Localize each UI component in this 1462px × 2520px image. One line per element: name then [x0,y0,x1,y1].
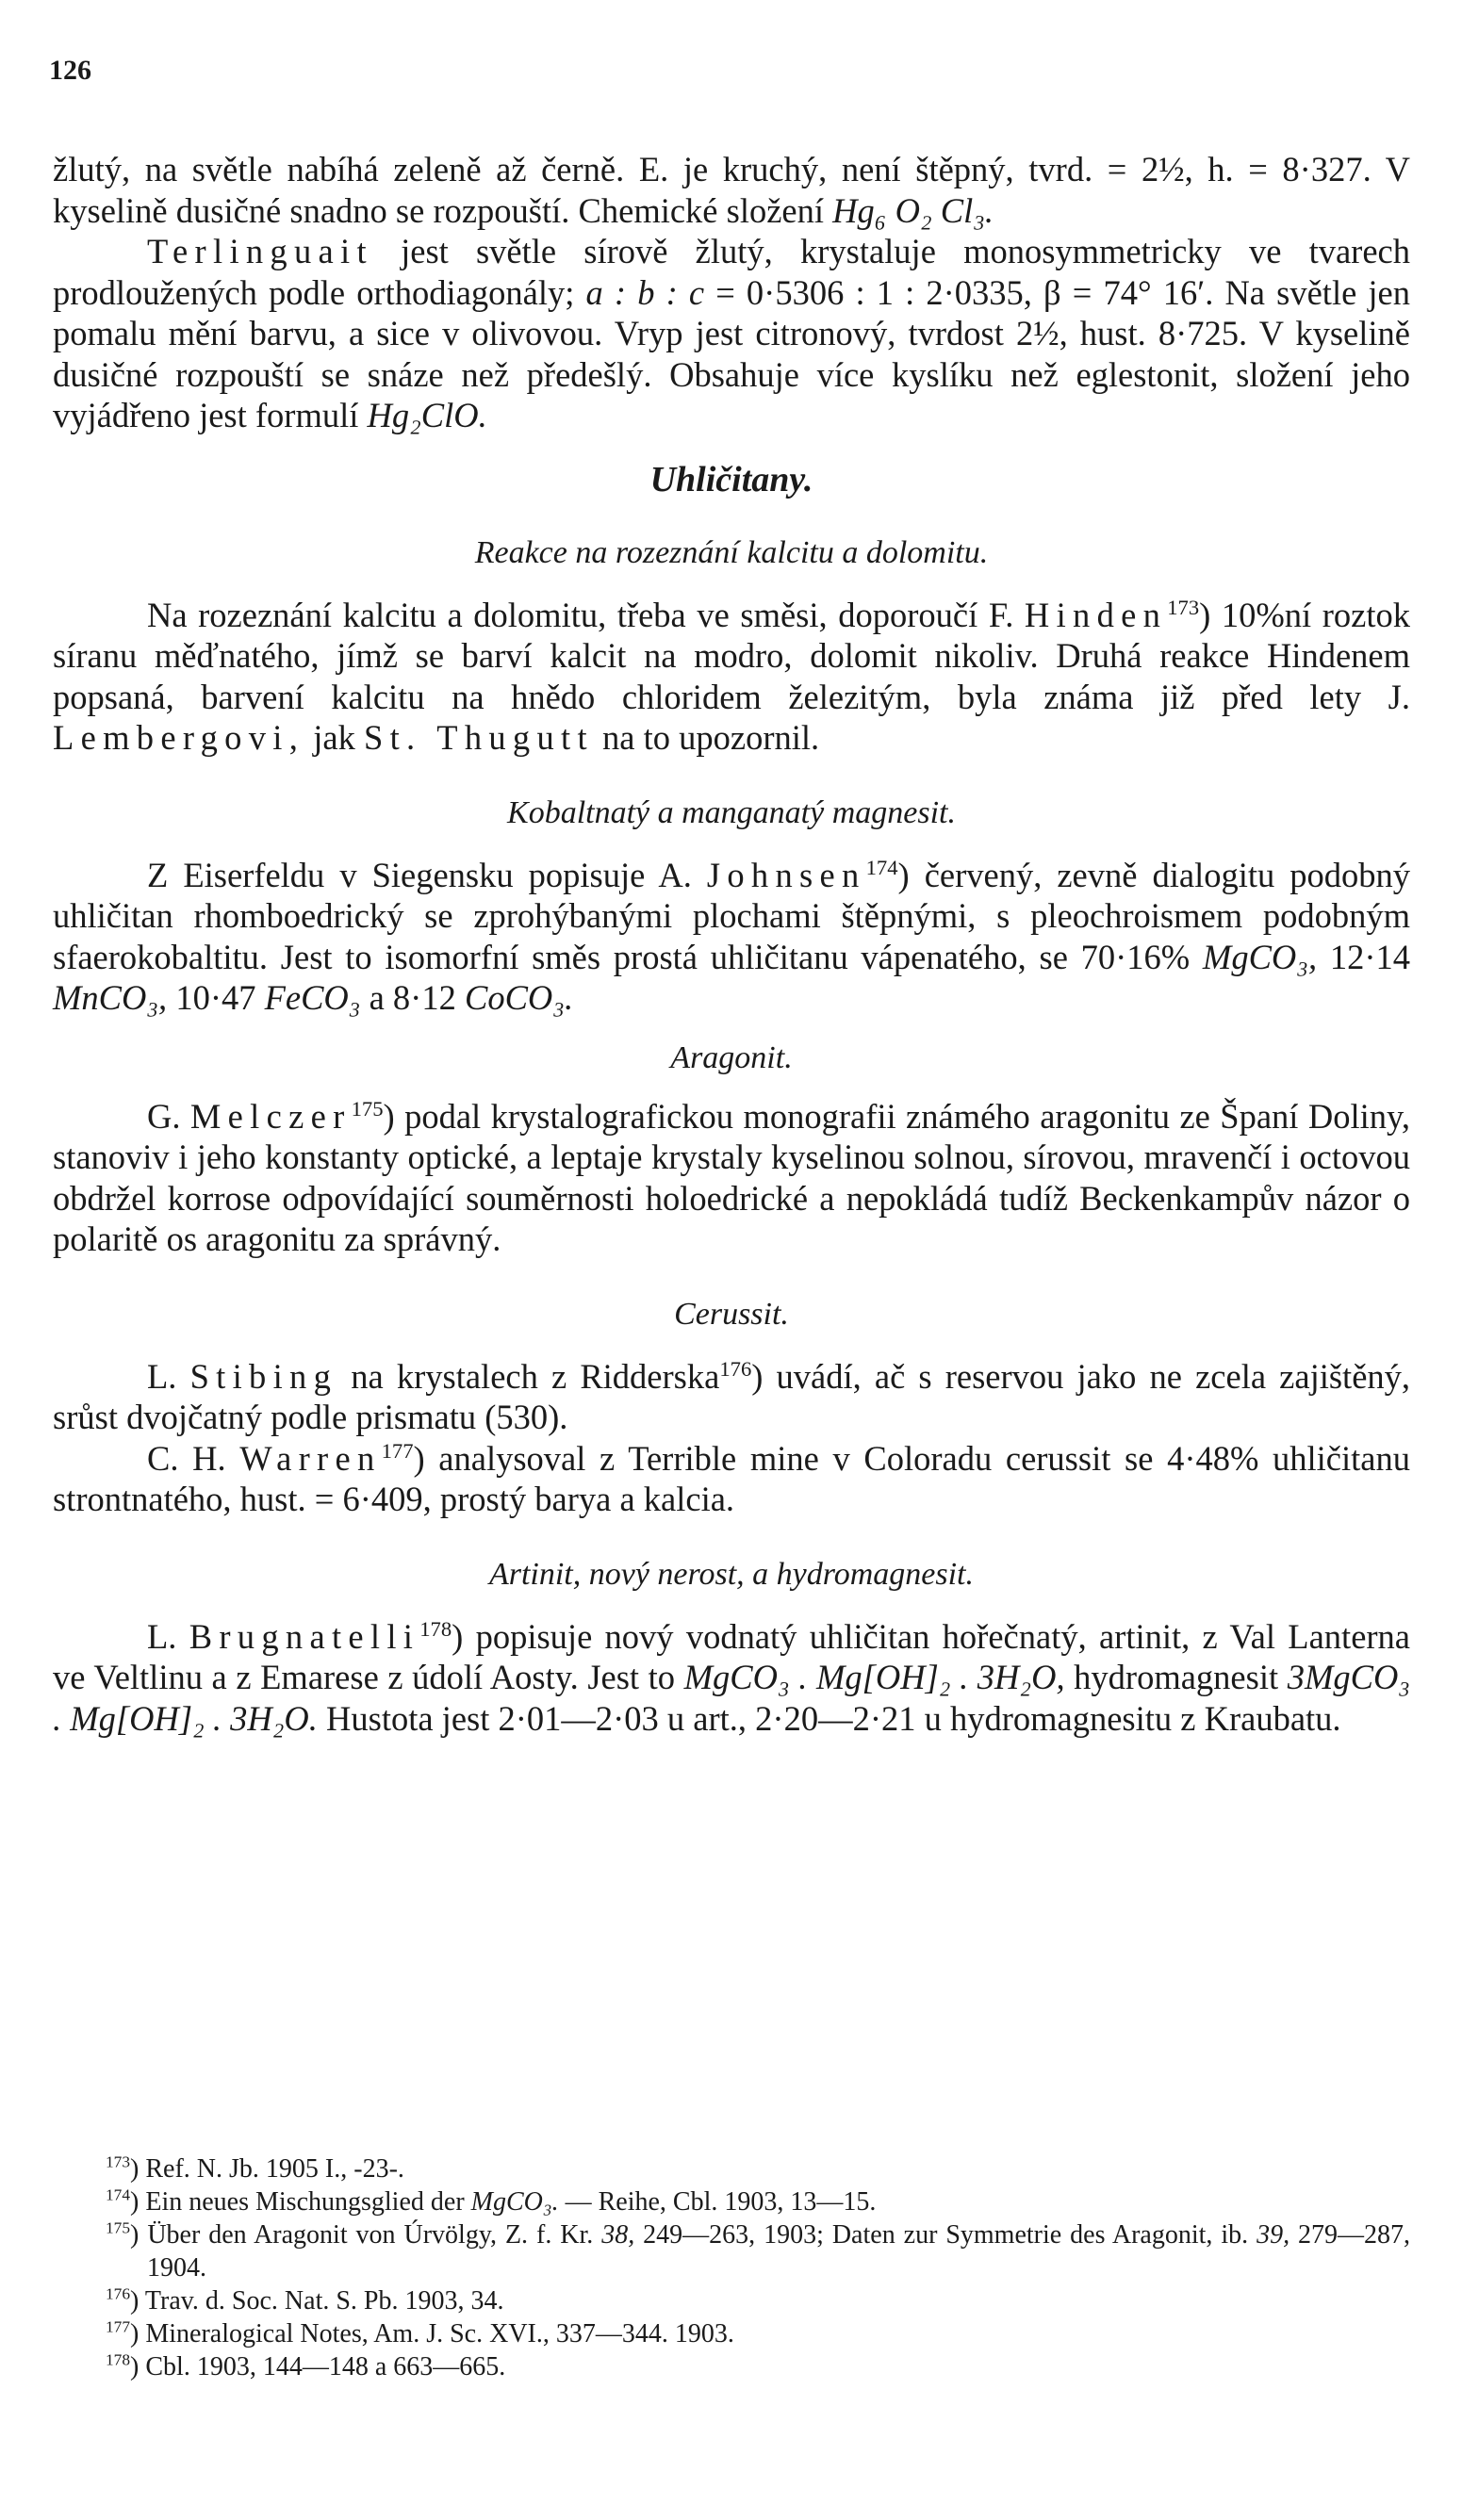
footnote-ref-178: 178 [419,1616,452,1641]
paragraph-brugnatelli: L. Brugnatelli$^{178}$) popisuje nový vodnatý uhličitan hořečnatý, artinit, z Val Lanterna ve Veltlinu a z Emarese z údolí Aosty. Jest to MgCO₃ . Mg[OH]₂ . 3H₂O, hydromagnesit 3MgCO₃ . Mg[OH]₂ . 3H₂O. Hustota jest 2·01—2·03 u art., 2·20—2·21 u hydromagnesitu z Kraubatu. [53,1616,1411,1738]
paragraph-warren: C. H. Warren$^{177}$) analysoval z Terrible mine v Coloradu cerussit se 4·48% uhličitanu strontnatého, hust. = 6·409, prostý barya a kalcia. [53,1438,1410,1518]
main-text [53,149,1410,1739]
footnote-177: $^{177}$) Mineralogical Notes, Am. J. Sc. XVI., 337—344. 1903. [106,2317,734,2348]
footnote-178: $^{178}$) Cbl. 1903, 144—148 a 663—665. [106,2350,506,2381]
subsection-title-cerussit: Cerussit. [674,1296,789,1332]
footnote-ref-176: 176 [719,1356,752,1381]
paragraph-1: žlutý, na světle nabíhá zeleně až černě. E. je kruchý, není štěpný, tvrd. = 2½, h. = 8·327. V kyselině dusičné snadno se rozpouští. Chemické složení Hg₆ O₂ Cl₃. [53,150,1410,230]
subsection-title-aragonit: Aragonit. [670,1039,793,1075]
subsection-title-artinit: Artinit, nový nerost, a hydromagnesit. [488,1556,975,1592]
section-title-uhlicitany: Uhličitany. [649,459,813,499]
paragraph-hinden: Na rozeznání kalcitu a dolomitu, třeba ve směsi, doporoučí F. Hinden$^{173}$) 10%ní roztok síranu měďnatého, jímž se barví kalcit na modro, dolomit nikoliv. Druhá reakce Hindenem popsaná, barvení kalcitu na hnědo chloridem železitým, byla známa již před lety J. Lembergovi, jak St. Thugutt na to upozornil. [53,595,1410,757]
paragraph-stibing: L. Stibing na krystalech z Ridderska$^{176}$) uvádí, ač s reservou jako ne zcela zajištěný, srůst dvojčatný podle prismatu (530). [53,1356,1411,1436]
footnote-ref-175: 175 [351,1096,384,1121]
footnote-175: $^{175}$) Über den Aragonit von Úrvölgy, Z. f. Kr. 38, 249—263, 1903; Daten zur Symmetrie des Aragonit, ib. 39, 279—287, 1904. [106,2218,1411,2283]
footnote-174: $^{174}$) Ein neues Mischungsglied der MgCO₃. — Reihe, Cbl. 1903, 13—15. [106,2185,877,2217]
subsection-title-reakce: Reakce na rozeznání kalcitu a dolomitu. [474,534,989,570]
paragraph-melczer: G. Melczer$^{175}$) podal krystalografickou monografii známého aragonitu ze Španí Doliny, stanoviv i jeho konstanty optické, a leptaje krystaly kyselinou solnou, sírovou, mravenčí i octovou obdržel korrose odpovídající souměrnosti holoedrické a nepokládá tudíž Beckenkampův názor o polaritě os aragonitu za správný. [53,1096,1410,1258]
footnotes [53,2152,1410,2383]
subsection-title-magnesit: Kobaltnatý a manganatý magnesit. [507,794,956,830]
footnote-173: $^{173}$) Ref. N. Jb. 1905 I., -23-. [106,2152,404,2184]
footnote-ref-174: 174 [865,855,898,879]
footnote-ref-177: 177 [381,1438,414,1463]
page-number: 126 [49,55,91,86]
paragraph-johnsen: Z Eiserfeldu v Siegensku popisuje A. Johnsen$^{174}$) červený, zevně dialogitu podobný uhličitan rhomboedrický se zprohýbanými plochami štěpnými, s pleochroismem podobným sfaerokobaltitu. Jest to isomorfní směs prostá uhličitanu vápenatého, se 70·16% MgCO₃, 12·14 MnCO₃, 10·47 FeCO₃ a 8·12 CoCO₃. [53,855,1411,1017]
footnote-176: $^{176}$) Trav. d. Soc. Nat. S. Pb. 1903, 34. [106,2284,504,2315]
footnote-ref-173: 173 [1167,595,1200,619]
paragraph-terlinguait: Terlinguait jest světle sírově žlutý, krystaluje monosymmetricky ve tvarech prodloužených podle orthodiagonály; a : b : c = 0·5306 : 1 : 2·0335, β = 74° 16′. Na světle jen pomalu mění barvu, a sice v olivovou. Vryp jest citronový, tvrdost 2½, hust. 8·725. V kyselině dusičné rozpouští se snáze než předešlý. Obsahuje více kyslíku než eglestonit, složení jeho vyjádřeno jest formulí Hg₂ClO. [53,232,1411,434]
